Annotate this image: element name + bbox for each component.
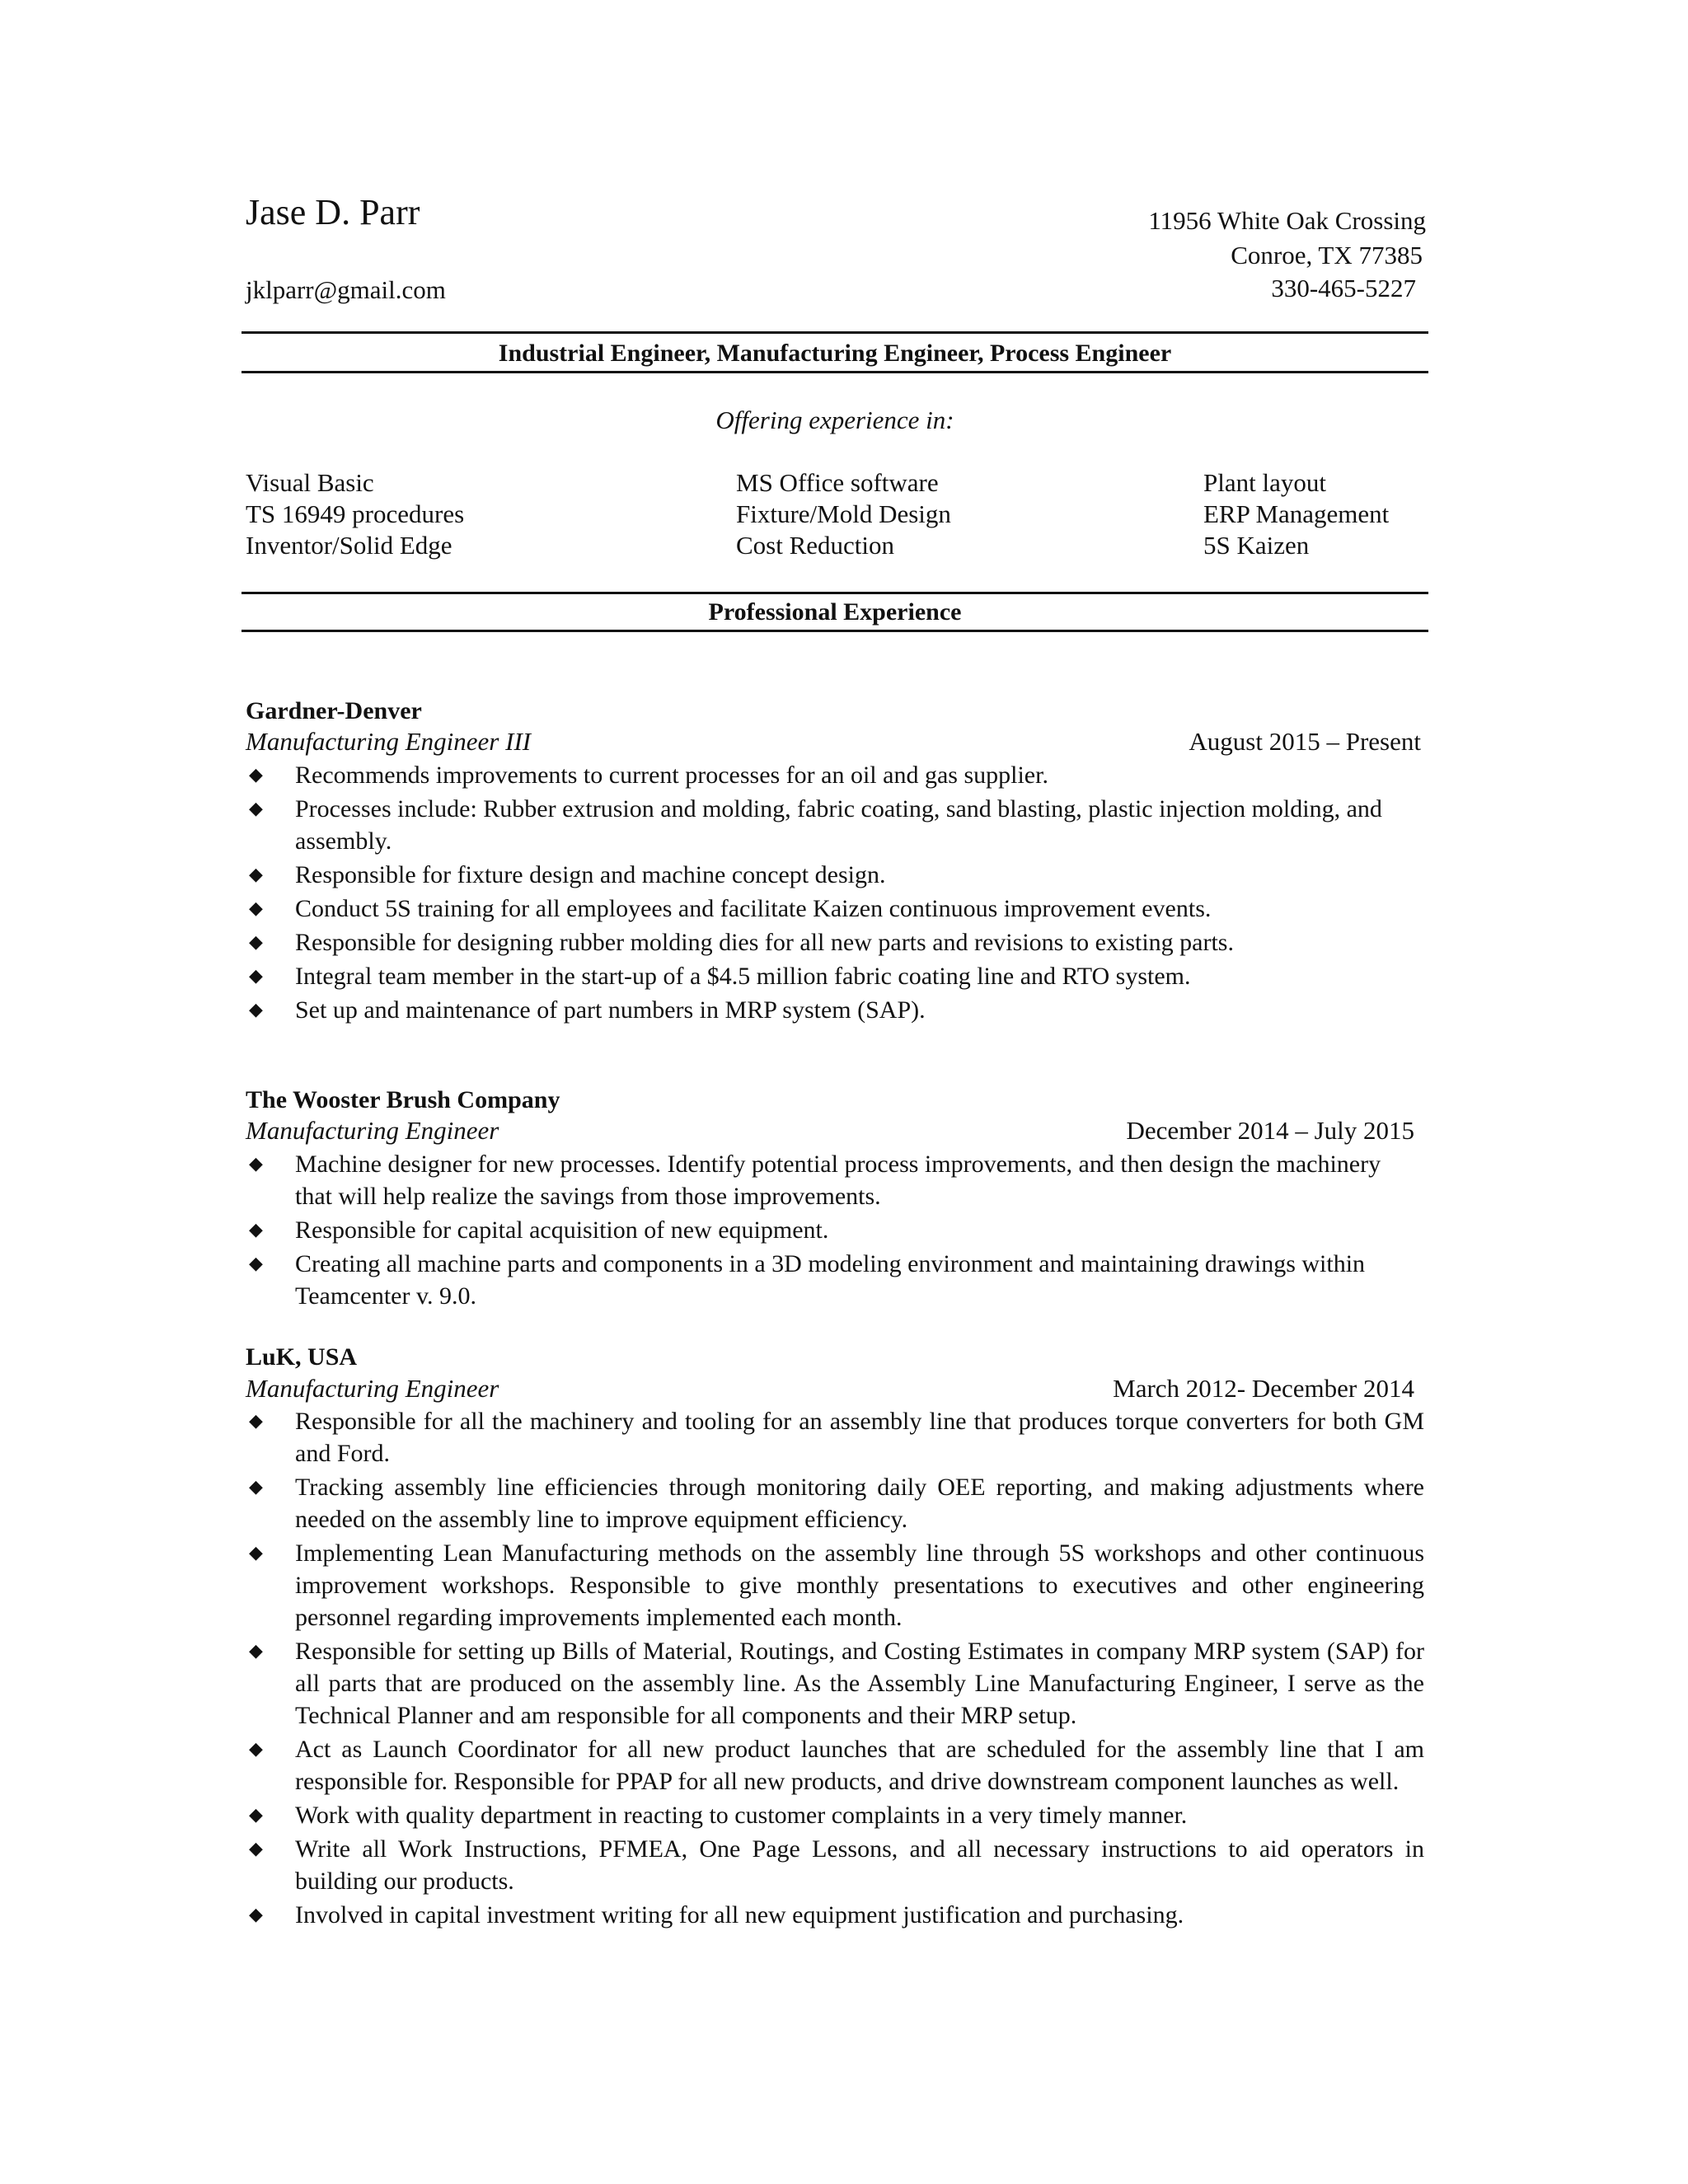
bullet-text: Integral team member in the start-up of a $4.5 million fabric coating line and RTO system. bbox=[295, 963, 1191, 990]
bullet-text: Tracking assembly line efficiencies through monitoring daily OEE reporting, and making adjustments where needed on the assembly line to improve equipment efficiency. bbox=[295, 1474, 1424, 1533]
list-item bbox=[246, 926, 1400, 958]
list-item bbox=[246, 893, 1400, 925]
bullet-text: Conduct 5S training for all employees and facilitate Kaizen continuous improvement events. bbox=[295, 895, 1212, 922]
skill-item: MS Office software bbox=[736, 468, 939, 497]
job-title: Manufacturing Engineer bbox=[246, 1116, 499, 1145]
diamond-bullet-icon: ◆ bbox=[249, 765, 263, 785]
bullet-text: Responsible for all the machinery and tooling for an assembly line that produces torque converters for both GM and Ford. bbox=[295, 1408, 1424, 1467]
company-name: Gardner-Denver bbox=[246, 697, 422, 724]
diamond-bullet-icon: ◆ bbox=[249, 1220, 263, 1240]
list-item bbox=[246, 960, 1400, 992]
skills-column-2 bbox=[736, 467, 951, 561]
bullet-text: Processes include: Rubber extrusion and molding, fabric coating, sand blasting, plastic injection molding, and assembly. bbox=[295, 795, 1382, 855]
list-item bbox=[246, 793, 1400, 857]
phone: 330-465-5227 bbox=[1271, 274, 1416, 302]
bullet-text: Implementing Lean Manufacturing methods on the assembly line through 5S workshops and other continuous improvement workshops. Responsible to give monthly presentations to executives and other engineering personnel regarding improvements implemented each month. bbox=[295, 1540, 1424, 1631]
list-item bbox=[246, 1799, 1424, 1831]
list-item bbox=[246, 1248, 1383, 1312]
address-line-1: 11956 White Oak Crossing bbox=[1148, 206, 1426, 235]
email: jklparr@gmail.com bbox=[246, 275, 446, 304]
diamond-bullet-icon: ◆ bbox=[249, 1543, 263, 1563]
diamond-bullet-icon: ◆ bbox=[249, 1154, 263, 1174]
skill-item: 5S Kaizen bbox=[1203, 531, 1310, 560]
experience-bottom-rule bbox=[241, 630, 1428, 632]
diamond-bullet-icon: ◆ bbox=[249, 1739, 263, 1760]
diamond-bullet-icon: ◆ bbox=[249, 1000, 263, 1020]
skill-item: Plant layout bbox=[1203, 468, 1326, 497]
skill-item: Inventor/Solid Edge bbox=[246, 531, 452, 560]
banner-top-rule bbox=[241, 331, 1428, 334]
bullet-text: Creating all machine parts and components in a 3D modeling environment and maintaining drawings within Teamcenter v. 9.0. bbox=[295, 1250, 1366, 1310]
job-title: Manufacturing Engineer III bbox=[246, 727, 532, 756]
list-item bbox=[246, 994, 1400, 1026]
skills-column-1 bbox=[246, 467, 464, 561]
bullet-text: Recommends improvements to current processes for an oil and gas supplier. bbox=[295, 762, 1048, 789]
skills-column-3 bbox=[1203, 467, 1389, 561]
bullet-text: Responsible for fixture design and machine concept design. bbox=[295, 861, 886, 888]
bullet-text: Involved in capital investment writing for all new equipment justification and purchasing. bbox=[295, 1901, 1184, 1929]
diamond-bullet-icon: ◆ bbox=[249, 865, 263, 885]
skill-item: Visual Basic bbox=[246, 468, 374, 497]
diamond-bullet-icon: ◆ bbox=[249, 1254, 263, 1274]
diamond-bullet-icon: ◆ bbox=[249, 1839, 263, 1859]
list-item bbox=[246, 1537, 1424, 1633]
bullet-text: Work with quality department in reacting to customer complaints in a very timely manner. bbox=[295, 1802, 1188, 1829]
candidate-name: Jase D. Parr bbox=[246, 192, 420, 232]
bullet-text: Act as Launch Coordinator for all new product launches that are scheduled for the assembly line that I am responsible for. Responsible for PPAP for all new products, and drive downstream component launches as well. bbox=[295, 1736, 1424, 1795]
list-item bbox=[246, 1471, 1424, 1535]
bullet-text: Responsible for designing rubber molding dies for all new parts and revisions to existing parts. bbox=[295, 929, 1234, 956]
job-dates: August 2015 – Present bbox=[1189, 727, 1421, 756]
bullet-text: Write all Work Instructions, PFMEA, One Page Lessons, and all necessary instructions to aid operators in building our products. bbox=[295, 1835, 1424, 1895]
bullet-text: Set up and maintenance of part numbers in MRP system (SAP). bbox=[295, 996, 926, 1024]
company-name: LuK, USA bbox=[246, 1343, 358, 1371]
diamond-bullet-icon: ◆ bbox=[249, 1905, 263, 1925]
skill-item: TS 16949 procedures bbox=[246, 499, 465, 528]
diamond-bullet-icon: ◆ bbox=[249, 1411, 263, 1432]
bullet-text: Machine designer for new processes. Identify potential process improvements, and then design the machinery that will help realize the savings from those improvements. bbox=[295, 1151, 1381, 1210]
list-item bbox=[246, 1405, 1424, 1469]
job-bullet-list bbox=[246, 1148, 1383, 1314]
list-item bbox=[246, 859, 1400, 891]
banner-bottom-rule bbox=[241, 371, 1428, 373]
job-title: Manufacturing Engineer bbox=[246, 1374, 499, 1403]
experience-top-rule bbox=[241, 592, 1428, 594]
job-dates: March 2012- December 2014 bbox=[1113, 1374, 1414, 1403]
skill-item: Fixture/Mold Design bbox=[736, 499, 951, 528]
diamond-bullet-icon: ◆ bbox=[249, 1477, 263, 1497]
diamond-bullet-icon: ◆ bbox=[249, 898, 263, 919]
job-bullet-list bbox=[246, 759, 1400, 1028]
diamond-bullet-icon: ◆ bbox=[249, 1805, 263, 1825]
list-item bbox=[246, 1635, 1424, 1732]
company-name: The Wooster Brush Company bbox=[246, 1086, 560, 1113]
list-item bbox=[246, 1214, 1383, 1246]
diamond-bullet-icon: ◆ bbox=[249, 966, 263, 987]
diamond-bullet-icon: ◆ bbox=[249, 932, 263, 953]
job-bullet-list bbox=[246, 1405, 1424, 1933]
diamond-bullet-icon: ◆ bbox=[249, 799, 263, 819]
list-item bbox=[246, 1733, 1424, 1797]
list-item bbox=[246, 1833, 1424, 1897]
address-line-2: Conroe, TX 77385 bbox=[1231, 241, 1423, 269]
diamond-bullet-icon: ◆ bbox=[249, 1641, 263, 1661]
job-dates: December 2014 – July 2015 bbox=[1126, 1116, 1414, 1145]
skill-item: Cost Reduction bbox=[736, 531, 895, 560]
skill-item: ERP Management bbox=[1203, 499, 1390, 528]
bullet-text: Responsible for capital acquisition of new equipment. bbox=[295, 1216, 829, 1244]
offering-heading: Offering experience in: bbox=[715, 405, 954, 434]
bullet-text: Responsible for setting up Bills of Material, Routings, and Costing Estimates in company MRP system (SAP) for all parts that are produced on the assembly line. As the Assembly Line Manufacturing Engineer, I serve as the Technical Planner and am responsible for all components and their MRP setup. bbox=[295, 1638, 1424, 1729]
list-item bbox=[246, 759, 1400, 791]
list-item bbox=[246, 1148, 1383, 1212]
list-item bbox=[246, 1899, 1424, 1931]
experience-heading: Professional Experience bbox=[708, 598, 962, 626]
titles-banner: Industrial Engineer, Manufacturing Engineer, Process Engineer bbox=[498, 340, 1172, 367]
